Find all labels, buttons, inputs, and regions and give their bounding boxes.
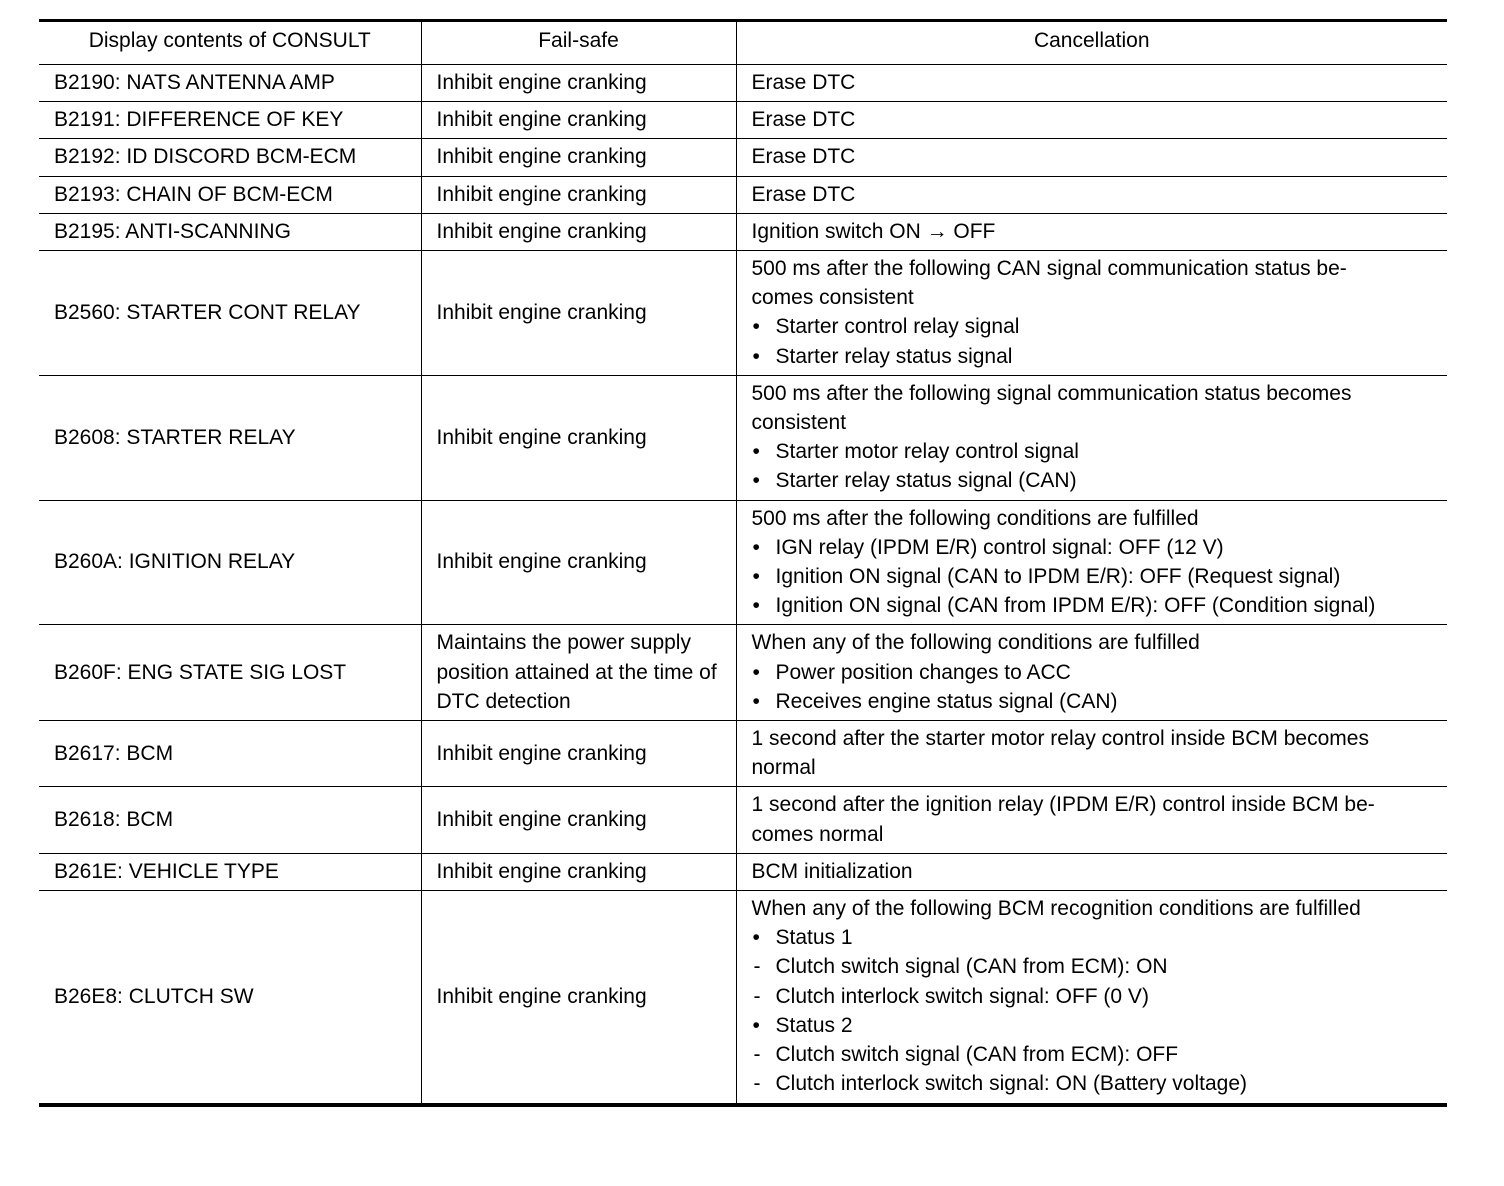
cell-cancellation [736, 787, 1447, 853]
table-row [39, 721, 1447, 787]
cell-cancellation [736, 500, 1447, 625]
cancellation-text-line: normal [751, 756, 816, 780]
table-row [39, 139, 1447, 176]
table-row [39, 500, 1447, 625]
cancellation-text-line: Erase DTC [751, 108, 856, 132]
cell-cancellation [736, 625, 1447, 721]
table-row [39, 65, 1447, 102]
dtc-failsafe-table [39, 19, 1447, 1107]
cancellation-bullet-item: • Receives engine status signal (CAN) [752, 687, 1442, 716]
cell-cancellation [736, 65, 1447, 102]
cancellation-dash-item: - Clutch interlock switch signal: ON (Battery voltage) [752, 1069, 1442, 1098]
cell-display-contents: B2191: DIFFERENCE OF KEY [39, 102, 421, 139]
table-row [39, 176, 1447, 213]
cell-fail-safe: Inhibit engine cranking [421, 500, 736, 625]
cell-fail-safe: Inhibit engine cranking [421, 102, 736, 139]
cancellation-text-line: comes consistent [751, 286, 914, 310]
cancellation-text-line: Erase DTC [751, 71, 856, 94]
cancellation-dash-item: - Clutch switch signal (CAN from ECM): OFF [752, 1040, 1442, 1069]
cell-display-contents: B2190: NATS ANTENNA AMP [39, 65, 421, 102]
cell-cancellation [736, 251, 1447, 376]
table-row [39, 787, 1447, 853]
table-row [39, 251, 1447, 376]
table-row [39, 213, 1447, 250]
cell-display-contents: B2560: STARTER CONT RELAY [39, 251, 421, 376]
cancellation-text-line: 500 ms after the following signal communication status becomes [751, 381, 1352, 405]
cancellation-text-line: 1 second after the ignition relay (IPDM E/R) control inside BCM be- [751, 793, 1375, 817]
table-header [39, 21, 1447, 65]
cell-display-contents: B2618: BCM [39, 787, 421, 853]
cell-fail-safe: Inhibit engine cranking [421, 891, 736, 1105]
cancellation-bullet-item: • Ignition ON signal (CAN from IPDM E/R): OFF (Condition signal) [752, 591, 1442, 620]
cell-fail-safe: Inhibit engine cranking [421, 853, 736, 890]
cell-cancellation [736, 213, 1447, 250]
cell-cancellation [736, 853, 1447, 890]
table-row [39, 102, 1447, 139]
cell-fail-safe: Inhibit engine cranking [421, 787, 736, 853]
cell-fail-safe: Inhibit engine cranking [421, 251, 736, 376]
cancellation-dash-item: - Clutch switch signal (CAN from ECM): ON [752, 952, 1442, 981]
cancellation-bullet-item: • IGN relay (IPDM E/R) control signal: OFF (12 V) [752, 533, 1442, 562]
table-row [39, 891, 1447, 1105]
cell-fail-safe: Maintains the power supply position attained at the time of DTC detection [421, 625, 736, 721]
cancellation-bullet-item: • Status 1 [752, 923, 1442, 952]
cancellation-bullet-item: • Status 2 [752, 1011, 1442, 1040]
header-fail-safe: Fail-safe [421, 21, 736, 65]
cancellation-bullet-item: • Starter control relay signal [752, 312, 1442, 341]
cell-cancellation [736, 102, 1447, 139]
cell-fail-safe: Inhibit engine cranking [421, 65, 736, 102]
cancellation-bullet-item: • Ignition ON signal (CAN to IPDM E/R): OFF (Request signal) [752, 562, 1442, 591]
cancellation-text-line: 500 ms after the following conditions are fulfilled [751, 506, 1199, 530]
cancellation-text-line: 500 ms after the following CAN signal communication status be- [751, 257, 1347, 281]
cancellation-text-line: Erase DTC [751, 182, 856, 206]
cell-display-contents: B2608: STARTER RELAY [39, 375, 421, 500]
table-row [39, 375, 1447, 500]
cell-fail-safe: Inhibit engine cranking [421, 375, 736, 500]
cell-fail-safe: Inhibit engine cranking [421, 721, 736, 787]
cell-display-contents: B260F: ENG STATE SIG LOST [39, 625, 421, 721]
cell-cancellation [736, 139, 1447, 176]
cancellation-text-line: BCM initialization [751, 859, 913, 883]
table-body [39, 65, 1447, 1105]
cell-display-contents: B2192: ID DISCORD BCM-ECM [39, 139, 421, 176]
cancellation-text-line: When any of the following BCM recognition conditions are fulfilled [751, 897, 1361, 921]
cell-display-contents: B2617: BCM [39, 721, 421, 787]
table-row [39, 853, 1447, 890]
cell-cancellation [736, 176, 1447, 213]
table-row [39, 625, 1447, 721]
cancellation-text-line: Ignition switch ON → OFF [751, 219, 996, 243]
cell-fail-safe: Inhibit engine cranking [421, 213, 736, 250]
cancellation-text-line: Erase DTC [751, 145, 856, 169]
cell-display-contents: B26E8: CLUTCH SW [39, 891, 421, 1105]
cell-fail-safe: Inhibit engine cranking [421, 176, 736, 213]
cell-fail-safe: Inhibit engine cranking [421, 139, 736, 176]
cell-cancellation [736, 375, 1447, 500]
dtc-failsafe-table-container [39, 19, 1447, 1107]
cancellation-text-line: comes normal [751, 822, 884, 846]
header-row [39, 21, 1447, 65]
cancellation-text-line: consistent [751, 411, 847, 435]
cell-display-contents: B260A: IGNITION RELAY [39, 500, 421, 625]
cell-display-contents: B2195: ANTI-SCANNING [39, 213, 421, 250]
cancellation-bullet-item: • Starter motor relay control signal [752, 437, 1442, 466]
header-display-contents: Display contents of CONSULT [39, 21, 421, 65]
header-cancellation: Cancellation [736, 21, 1447, 65]
cell-cancellation [736, 721, 1447, 787]
cancellation-dash-item: - Clutch interlock switch signal: OFF (0 V) [752, 982, 1442, 1011]
cancellation-text-line: When any of the following conditions are fulfilled [751, 631, 1200, 655]
cell-cancellation [736, 891, 1447, 1105]
cell-display-contents: B261E: VEHICLE TYPE [39, 853, 421, 890]
cancellation-bullet-item: • Power position changes to ACC [752, 658, 1442, 687]
cell-display-contents: B2193: CHAIN OF BCM-ECM [39, 176, 421, 213]
cancellation-bullet-item: • Starter relay status signal [752, 342, 1442, 371]
cancellation-bullet-item: • Starter relay status signal (CAN) [752, 466, 1442, 495]
cancellation-text-line: 1 second after the starter motor relay control inside BCM becomes [751, 727, 1369, 751]
